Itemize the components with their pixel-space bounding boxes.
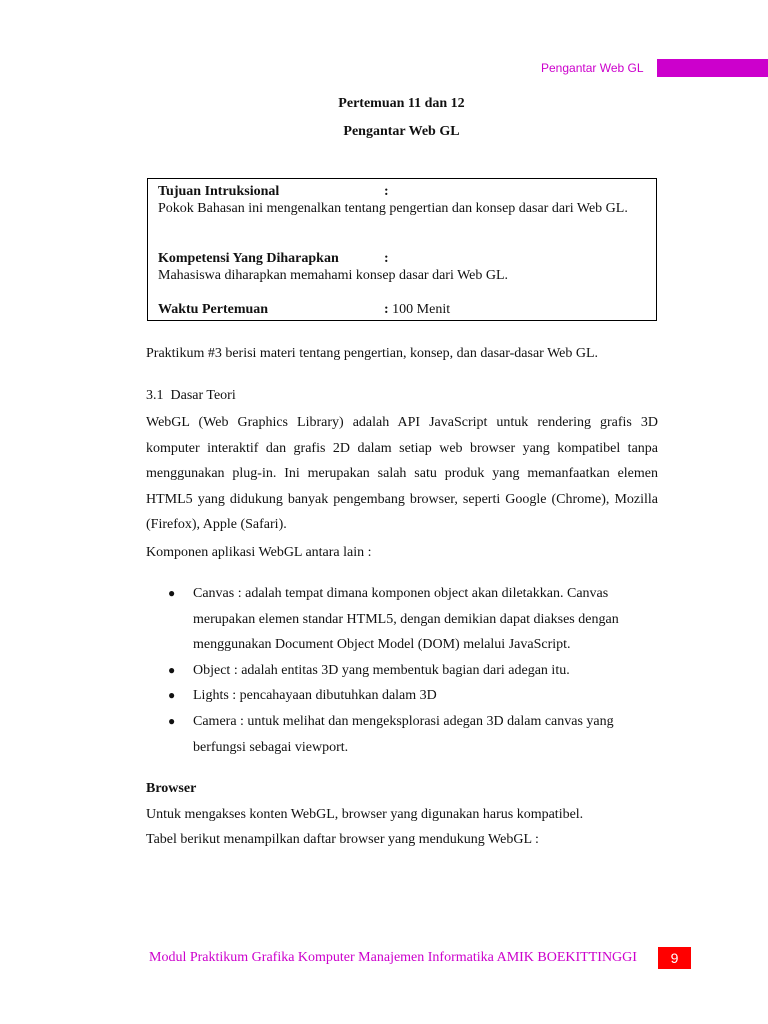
waktu-label: Waktu Pertemuan [158,302,269,317]
bullet-icon: ● [168,663,176,677]
waktu-value-text: 100 Menit [392,302,451,317]
tujuan-colon: : [384,184,389,199]
browser-line-2: Tabel berikut menampilkan daftar browser yang mendukung WebGL : [146,832,539,847]
section-number: 3.1 [146,388,164,403]
browser-line-1: Untuk mengakses konten WebGL, browser yang digunakan harus kompatibel. [146,807,584,822]
header-accent-bar [657,59,768,77]
kompetensi-colon: : [384,251,389,266]
intro-paragraph: Praktikum #3 berisi materi tentang pengertian, konsep, dan dasar-dasar Web GL. [146,346,599,361]
list-item-text: Object : adalah entitas 3D yang membentuk bagian dari adegan itu. [193,663,570,678]
tujuan-label: Tujuan Intruksional [158,184,280,199]
section-title: Dasar Teori [170,388,236,403]
chapter-title: Pengantar Web GL [343,124,460,139]
section-heading [146,388,658,404]
list-item-text: Camera : untuk melihat dan mengeksplorasi adegan 3D dalam canvas yang berfungsi sebagai viewport. [193,714,614,755]
bullet-icon: ● [168,586,176,600]
theory-paragraph: WebGL (Web Graphics Library) adalah API JavaScript untuk rendering grafis 3D komputer interaktif dan grafis 2D dalam setiap web browser yang kompatibel tanpa menggunakan plug-in. Ini merupakan salah satu produk yang memanfaatkan elemen HTML5 yang didukung banyak pengembang browser, seperti Google (Chrome), Mozilla (Firefox), Apple (Safari). [146,415,658,532]
kompetensi-text: Mahasiswa diharapkan memahami konsep dasar dari Web GL. [158,268,509,283]
waktu-value: : 100 Menit [384,302,451,317]
kompetensi-label: Kompetensi Yang Diharapkan [158,251,339,266]
bullet-icon: ● [168,688,176,702]
list-item-text: Lights : pencahayaan dibutuhkan dalam 3D [193,688,437,703]
browser-heading: Browser [146,781,197,796]
meeting-title: Pertemuan 11 dan 12 [338,96,465,111]
running-header: Pengantar Web GL [541,61,644,75]
bullet-icon: ● [168,714,176,728]
page-number: 9 [658,947,691,969]
tujuan-text: Pokok Bahasan ini mengenalkan tentang pengertian dan konsep dasar dari Web GL. [158,201,628,216]
components-intro: Komponen aplikasi WebGL antara lain : [146,545,372,560]
objectives-box [147,178,657,321]
footer-text: Modul Praktikum Grafika Komputer Manajemen Informatika AMIK BOEKITTINGGI [149,950,637,965]
list-item-text: Canvas : adalah tempat dimana komponen object akan diletakkan. Canvas merupakan elemen standar HTML5, dengan demikian dapat diakses dengan menggunakan Document Object Model (DOM) melalui JavaScript. [193,586,619,652]
